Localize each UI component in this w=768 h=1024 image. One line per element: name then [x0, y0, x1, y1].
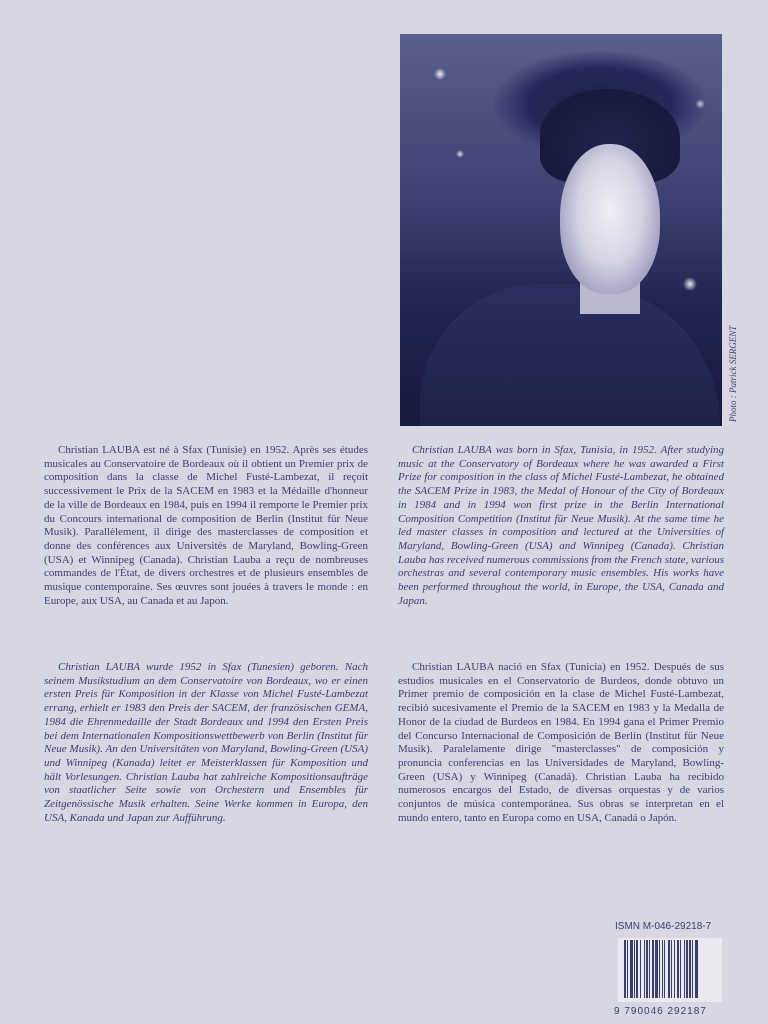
bio-german: Christian LAUBA wurde 1952 in Sfax (Tunesien) geboren. Nach seinem Musikstudium an dem Conservatoire von Bordeaux, wo er einen ersten Preis für Komposition in der Klasse von Michel Fusté-Lambezat errang, erhielt er 1983 den Preis der SACEM, der französischen GEMA, 1984 die Ehrenmedaille der Stadt Bordeaux und 1994 den Ersten Preis bei dem Internationalen Kompositionswettbewerb von Berlin (Institut für Neue Musik). An den Universitäten von Maryland, Bowling-Green (USA) und Winnipeg (Kanada) leitet er Meisterklassen für Komposition und hält Vorlesungen. Christian Lauba hat zahlreiche Kompositionsaufträge von staatlicher Seite sowie von Orchestern und Ensembles für Zeitgenössische Musik erhalten. Seine Werke kommen in Europa, den USA, Kanada und Japan zur Aufführung. — [44, 661, 368, 824]
barcode-digits: 9 790046 292187 — [614, 1006, 707, 1017]
barcode-bar — [692, 940, 693, 998]
barcode-bar — [671, 940, 672, 998]
barcode-bar — [655, 940, 658, 998]
barcode-bar — [634, 940, 635, 998]
barcode-bar — [640, 940, 641, 998]
photo-shirt — [420, 284, 720, 426]
barcode-bar — [695, 940, 698, 998]
barcode-bar — [649, 940, 650, 998]
barcode-bar — [630, 940, 633, 998]
bio-french: Christian LAUBA est né à Sfax (Tunisie) en 1952. Après ses études musicales au Conservatoire de Bordeaux où il obtient un Premier prix de composition dans la classe de Michel Fusté-Lambezat, il reçoit successivement le Prix de la SACEM en 1983 et la Médaille d'honneur de la ville de Bordeaux en 1984, puis en 1994 il remporte le Premier prix du Concours international de composition de Berlin (Institut für Neue Musik). Parallèlement, il dirige des masterclasses de composition et donne des conférences aux Universités de Maryland, Bowling-Green (USA) et Winnipeg (Canada). Christian Lauba a reçu de nombreuses commandes de l'État, de divers orchestres et de plusieurs ensembles de musique contemporaine. Ses œuvres sont jouées à travers le monde : en Europe, aux USA, au Canada et au Japon. — [44, 444, 368, 607]
barcode-bar — [668, 940, 670, 998]
barcode-bar — [652, 940, 654, 998]
barcode-bar — [624, 940, 626, 998]
barcode-bar — [674, 940, 675, 998]
barcode-bar — [677, 940, 679, 998]
barcode-bar — [689, 940, 691, 998]
photo-credit: Photo : Patrick SERGENT — [728, 325, 738, 422]
barcode-bar — [644, 940, 645, 998]
barcode-bar — [662, 940, 663, 998]
composer-photo — [400, 34, 722, 426]
barcode-bar — [664, 940, 665, 998]
barcode-bar — [684, 940, 685, 998]
barcode-bar — [659, 940, 660, 998]
photo-face — [560, 144, 660, 294]
bio-spanish: Christian LAUBA nació en Sfax (Tunicia) en 1952. Después de sus estudios musicales en el Conservatorio de Burdeos, donde obtuvo un Primer premio de composición en la clase de Michel Fusté-Lambezat, recibió sucesivamente el Premio de la SACEM en 1983 y la Medalla de Honor de la ciudad de Burdeos en 1984. En 1994 gana el Primer Premio del Concurso Internacional de Composición de Berlín (Institut für Neue Musik). Paralelamente dirige "masterclasses" de composición y pronuncia conferencias en las Universidades de Maryland, Bowling-Green (USA) y Winnipeg (Canadá). Christian Lauba ha recibido numerosos encargos del Estado, de diversas orquestas y de varios conjuntos de música contemporánea. Sus obras se interpretan en el mundo entero, tanto en Europa como en USA, Canadá o Japón. — [398, 661, 724, 824]
barcode-bar — [686, 940, 688, 998]
barcode-bars — [624, 940, 720, 998]
barcode-bar — [680, 940, 681, 998]
barcode-bar — [636, 940, 638, 998]
barcode-bar — [627, 940, 628, 998]
ismn-label: ISMN M-046-29218-7 — [615, 921, 712, 932]
bio-english: Christian LAUBA was born in Sfax, Tunisia, in 1952. After studying music at the Conservatory of Bordeaux where he was awarded a First Prize for composition in the class of Michel Fusté-Lambezat, he obtained the SACEM Prize in 1983, the Medal of Honour of the City of Bordeaux in 1984 and in 1994 won first prize in the Berlin International Composition Competition (Institut für Neue Musik). At the same time he led master classes in composition and lectured at the Universities of Maryland, Bowling-Green (USA) and Winnipeg (Canada). Christian Lauba has received numerous commissions from the French state, various orchestras and several contemporary music ensembles. His works have been performed throughout the world, in Europe, the USA, Canada and Japan. — [398, 444, 724, 607]
barcode-bar — [646, 940, 648, 998]
barcode — [618, 938, 722, 1002]
